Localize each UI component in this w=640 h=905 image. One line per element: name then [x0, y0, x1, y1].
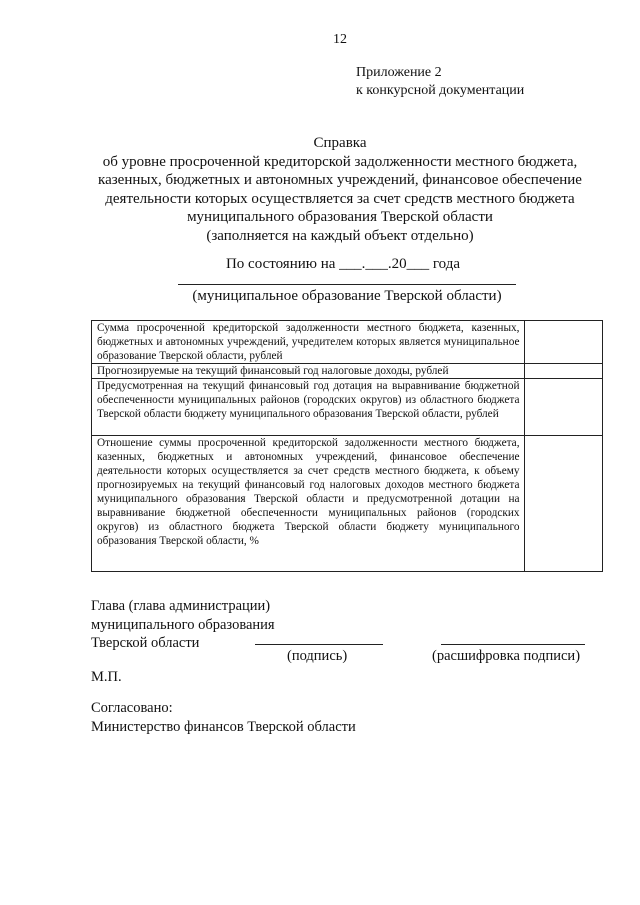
table-row	[92, 436, 603, 572]
title-heading: Справка	[313, 135, 367, 151]
row-label: Отношение суммы просроченной кредиторской задолженности местного бюджета, казенных, бюджетных и автономных учреждений, финансовое обеспечение деятельности которых осуществляется за счет средств местного бюджета, к объему прогнозируемых на текущий финансовый год налоговых доходов местного бюджета муниципального образования Тверской области и предусмотренной дотации на выравнивание бюджетной обеспеченности муниципальных районов (городских округов) из областного бюджета Тверской области бюджету муниципального образования Тверской области, %	[92, 436, 525, 572]
table-row	[92, 379, 603, 436]
page-number: 12	[333, 32, 347, 47]
decode-blank-line	[441, 644, 585, 645]
title-note: (заполняется на каждый объект отдельно)	[206, 227, 474, 244]
table-row	[92, 321, 603, 364]
report-table	[91, 320, 603, 572]
document-title	[80, 134, 600, 246]
row-label: Прогнозируемые на текущий финансовый год налоговые доходы, рублей	[92, 364, 525, 379]
appendix-number: Приложение 2	[356, 65, 442, 80]
decode-caption: (расшифровка подписи)	[432, 648, 581, 664]
title-line: казенных, бюджетных и автономных учреждений, финансовое обеспечение	[98, 172, 582, 189]
appendix-reference: к конкурсной документации	[356, 83, 525, 98]
row-value-cell[interactable]	[524, 321, 602, 364]
municipality-caption: (муниципальное образование Тверской области)	[192, 288, 502, 304]
row-value-cell[interactable]	[524, 436, 602, 572]
head-title-line: Тверской области	[91, 635, 200, 651]
signature-caption: (подпись)	[287, 648, 348, 664]
agreed-block	[91, 699, 356, 736]
municipality-blank-line	[178, 284, 516, 285]
row-label: Предусмотренная на текущий финансовый год дотация на выравнивание бюджетной обеспеченности муниципальных районов (городских округов) из областного бюджета Тверской области бюджету муниципального образования Тверской области, рублей	[92, 379, 525, 436]
appendix-header	[356, 64, 524, 100]
title-line: деятельности которых осуществляется за счет средств местного бюджета	[105, 190, 575, 207]
row-value-cell[interactable]	[524, 364, 602, 379]
row-label: Сумма просроченной кредиторской задолженности местного бюджета, казенных, бюджетных и автономных учреждений, учредителем которых является муниципальное образование Тверской области, рублей	[92, 321, 525, 364]
head-title-line: муниципального образования	[91, 616, 275, 633]
signature-blank-line	[255, 644, 383, 645]
stamp-place: М.П.	[91, 669, 122, 685]
title-line: муниципального образования Тверской области	[187, 209, 493, 226]
head-title-line: Глава (глава администрации)	[91, 598, 271, 614]
title-line: об уровне просроченной кредиторской задолженности местного бюджета,	[102, 153, 578, 170]
agreed-label: Согласовано:	[91, 700, 173, 716]
head-signature-block	[91, 597, 275, 653]
row-value-cell[interactable]	[524, 379, 602, 436]
table-row	[92, 364, 603, 379]
as-of-date-line: По состоянию на ___.___.20___ года	[225, 256, 461, 272]
agreed-organization: Министерство финансов Тверской области	[91, 718, 356, 735]
